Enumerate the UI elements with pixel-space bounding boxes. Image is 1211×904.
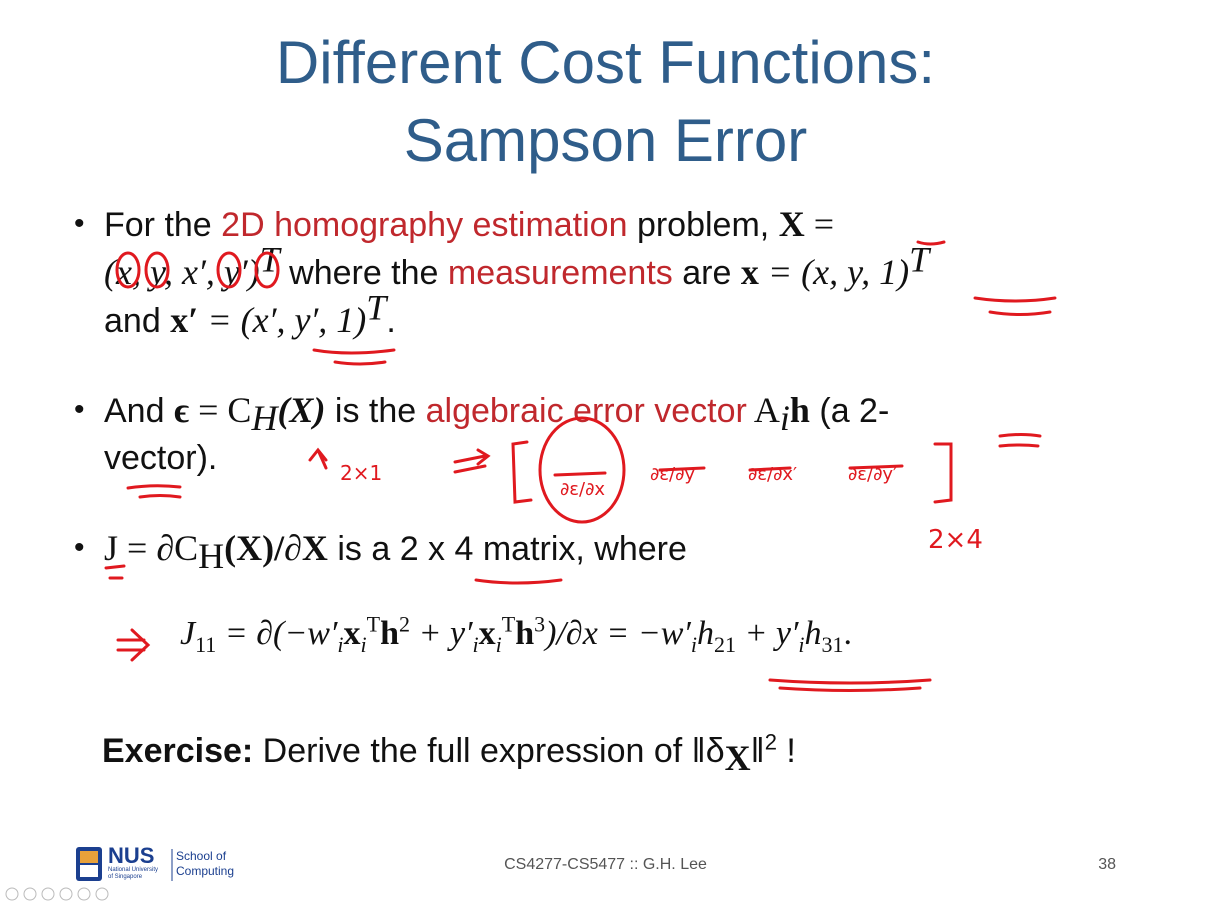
slide-title-line2: Sampson Error (403, 107, 808, 174)
slides-icon (60, 888, 72, 900)
note-deriv-xp: ∂ε/∂x′ (748, 464, 798, 485)
jacobian-equation: $J_{11} = \partial(-w'_ix_i^Th^2 + y'_ix_i^Th^3)/\partial x = -w'_ih_{21} + y'_ih_{31}$. (180, 611, 853, 657)
page-number: 38 (1098, 856, 1116, 873)
slide-title-line1: Different Cost Functions: (275, 29, 936, 96)
bullet2-line2: vector). (104, 439, 218, 477)
bullet-dot: • (74, 531, 85, 564)
bullet1-line2: (x, y, x′, y′)$^T$ where the measurements are x = (x, y, 1)$^T$ (104, 239, 930, 292)
note-2x1: 2×1 (340, 461, 383, 485)
highlight-homography: 2D homography estimation (221, 206, 628, 244)
zoom-icon (78, 888, 90, 900)
highlight-measurements: measurements (447, 254, 673, 292)
bullet-dot: • (74, 393, 85, 426)
more-icon (96, 888, 108, 900)
note-deriv-yp: ∂ε/∂y′ (848, 464, 898, 485)
bullet3-line1: $J = \partial C_H(X)/\partial X$ is a 2 x 4 matrix, where (104, 528, 687, 576)
bullet-dot: • (74, 207, 85, 240)
highlight-algebraic-error: algebraic error vector (425, 392, 747, 430)
note-deriv-x: ∂ε/∂x (560, 479, 606, 500)
bullet1-line1: For the 2D homography estimation problem, X = (104, 204, 834, 244)
pen-icon (42, 888, 54, 900)
slide-controls[interactable] (4, 886, 124, 902)
bullet1-line3: and x′ = (x′, y′, 1)$^T$. (104, 287, 396, 340)
nus-subtitle: National University of Singapore (108, 867, 159, 880)
prev-icon (6, 888, 18, 900)
note-2x4: 2×4 (928, 525, 983, 555)
course-footer: CS4277-CS5477 :: G.H. Lee (504, 856, 707, 873)
exercise-line: Exercise: Derive the full expression of $‖\delta_X‖^2$ ! (102, 729, 796, 778)
school-name: School of Computing (176, 849, 235, 878)
note-deriv-y: ∂ε/∂y (650, 464, 696, 485)
next-icon (24, 888, 36, 900)
bullet2-line1: And $\epsilon = C_H(X)$ is the algebraic error vector $A_ih$ (a 2- (104, 390, 890, 438)
nus-wordmark: NUS (108, 843, 155, 868)
